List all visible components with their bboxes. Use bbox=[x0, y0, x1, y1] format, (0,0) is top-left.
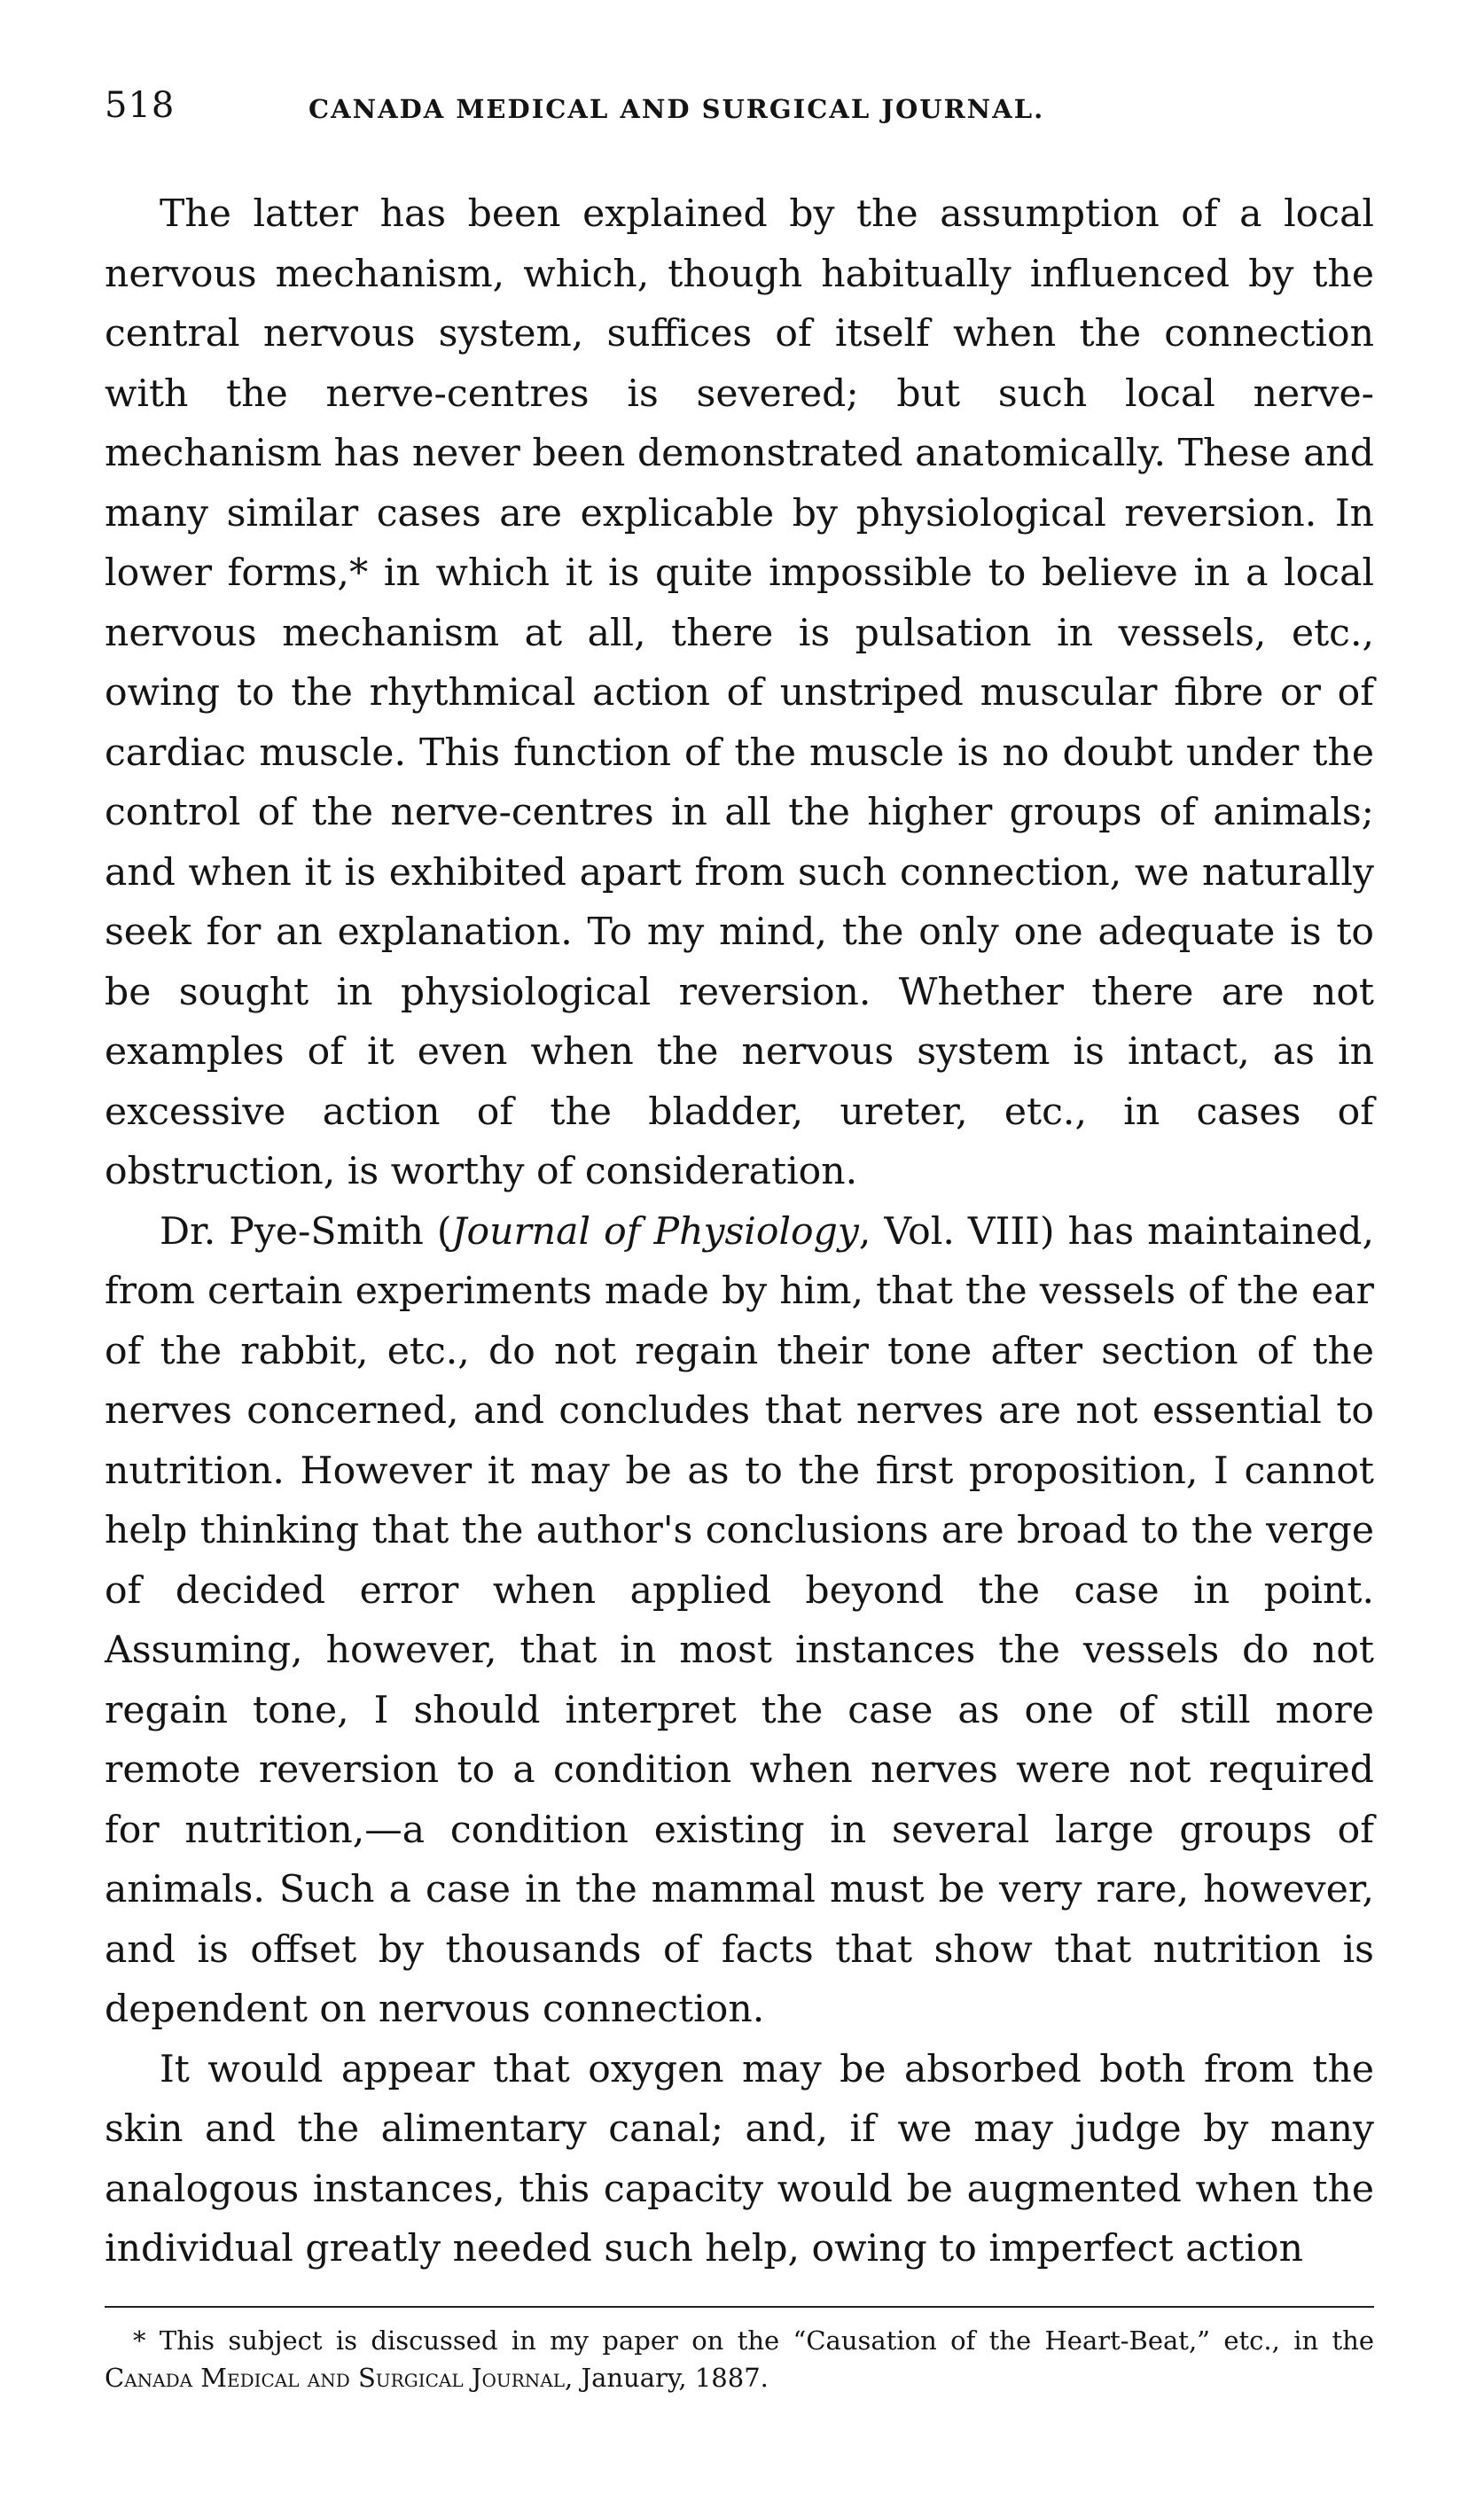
paragraph-2-rest: , Vol. VIII) has maintained, from certain experiments made by him, that the vessels of the ear of the rabbit, etc., do not regain their tone after section of the nerves concerned, and concludes that nerves are not essential to nutrition. However it may be as to the first proposition, I cannot help thinking that the author's conclusions are broad to the verge of decided error when applied beyond the case in point. Assuming, however, that in most instances the vessels do not regain tone, I should interpret the case as one of still more remote reversion to a condition when nerves were not required for nutrition,—a condition existing in several large groups of animals. Such a case in the mammal must be very rare, however, and is offset by thousands of facts that show that nutrition is dependent on nervous connection. bbox=[105, 1209, 1374, 2031]
document-page bbox=[105, 85, 1374, 2422]
page-number: 518 bbox=[105, 85, 176, 126]
footnote-tail: , January, 1887. bbox=[565, 2362, 769, 2393]
running-head bbox=[105, 85, 1374, 138]
paragraph-3: It would appear that oxygen may be absorbed both from the skin and the alimentary canal; and, if we may judge by many analogous instances, this capacity would be augmented when the individual greatly needed such help, owing to imperfect action bbox=[105, 2047, 1374, 2270]
footnote-journal: Canada Medical and Surgical Journal bbox=[105, 2362, 566, 2393]
footnote-rule bbox=[105, 2306, 1374, 2308]
paragraph-2-lead: Dr. Pye-Smith ( bbox=[160, 1209, 452, 1254]
journal-citation: Journal of Physiology bbox=[451, 1209, 859, 1254]
body-text bbox=[105, 184, 1374, 2279]
footnote-lead: * This subject is discussed in my paper on the “Causation of the Heart-Beat,” etc., in the bbox=[133, 2325, 1374, 2356]
journal-title: CANADA MEDICAL AND SURGICAL JOURNAL. bbox=[309, 94, 1045, 124]
paragraph-1: The latter has been explained by the assumption of a local nervous mechanism, which, though habitually influenced by the central nervous system, suffices of itself when the connection with the nerve-centres is severed; but such local nerve-mechanism has never been demonstrated anatomically. These and many similar cases are explicable by physiological reversion. In lower forms,* in which it is quite impossible to believe in a local nervous mechanism at all, there is pulsation in vessels, etc., owing to the rhythmical action of unstriped muscular fibre or of cardiac muscle. This function of the muscle is no doubt under the control of the nerve-centres in all the higher groups of animals; and when it is exhibited apart from such connection, we naturally seek for an explanation. To my mind, the only one adequate is to be sought in physiological reversion. Whether there are not examples of it even when the nervous system is intact, as in excessive action of the bladder, ureter, etc., in cases of obstruction, is worthy of consideration. bbox=[105, 192, 1374, 1193]
paragraph-2 bbox=[105, 1202, 1374, 2040]
footnote bbox=[105, 2322, 1374, 2396]
